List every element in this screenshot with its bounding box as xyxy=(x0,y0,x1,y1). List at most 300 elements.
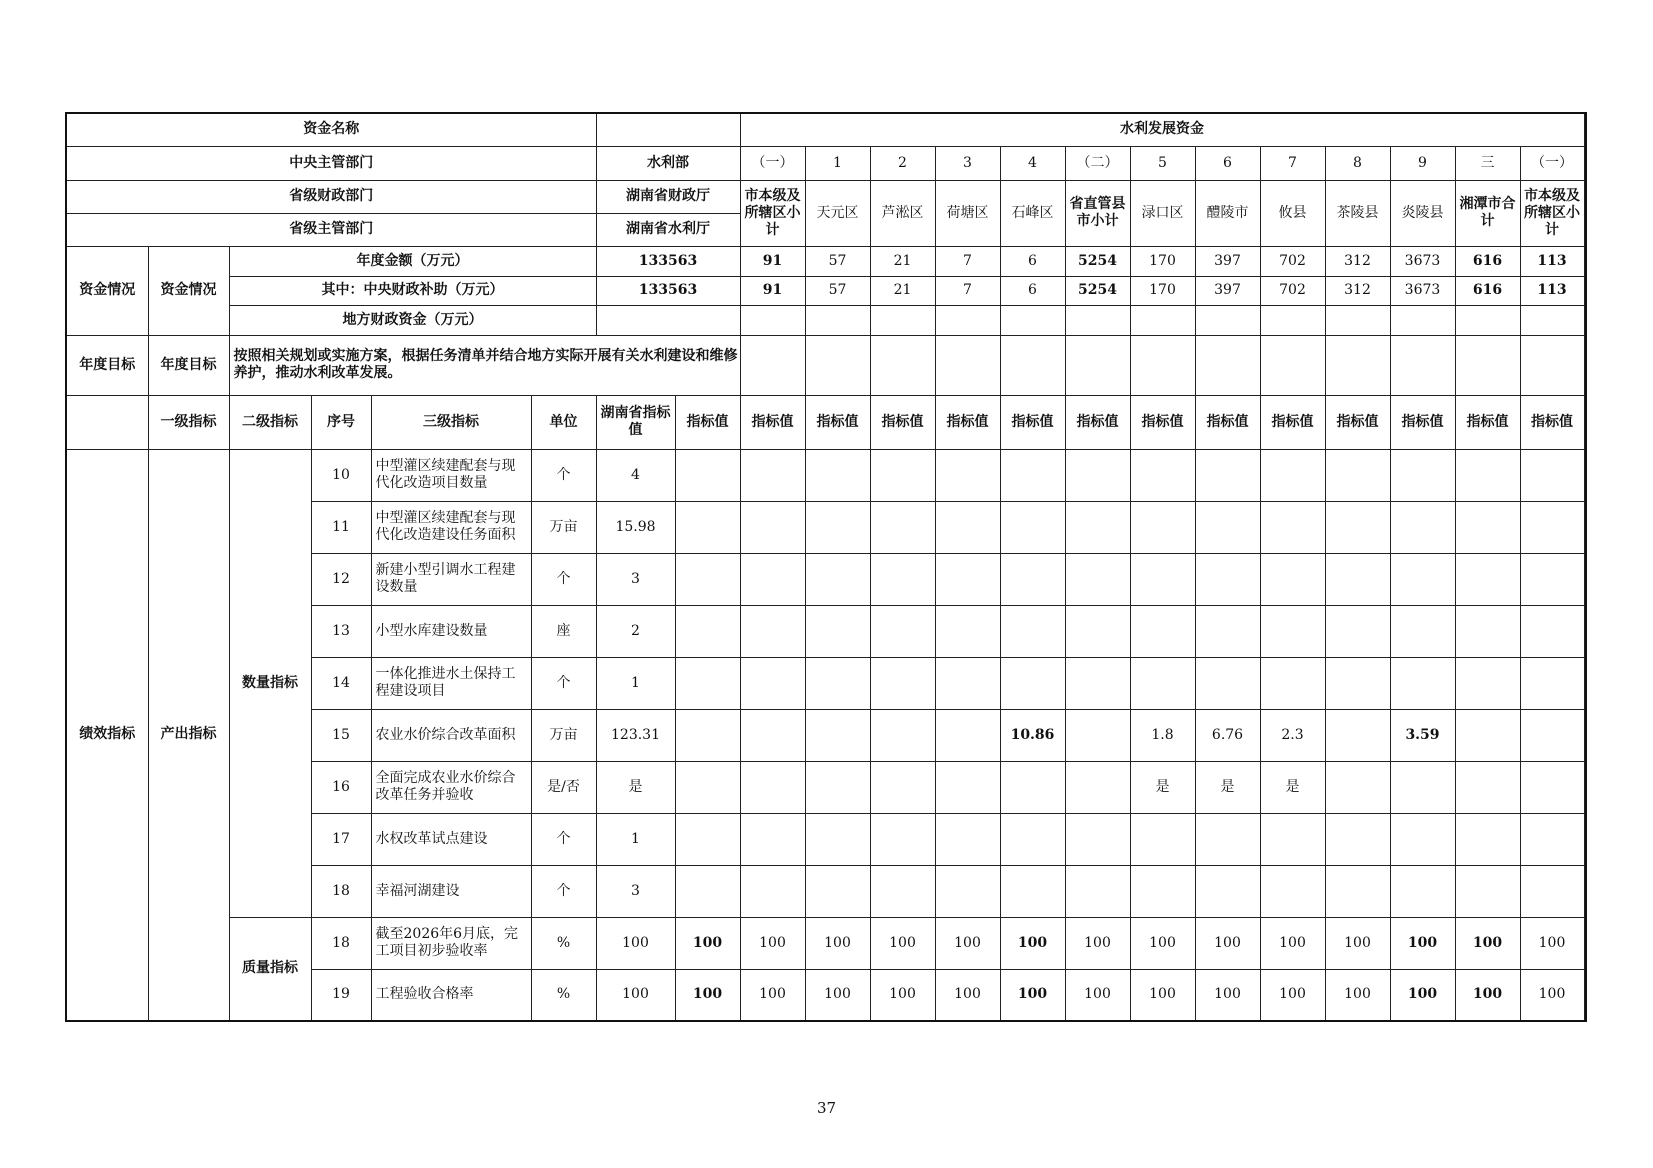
indicator-value: 1.8 xyxy=(1130,709,1195,761)
indicator-row xyxy=(66,917,1586,969)
indicator-value: 100 xyxy=(1260,969,1325,1021)
indicator-seq: 10 xyxy=(311,449,371,501)
indicator-value xyxy=(1065,813,1130,865)
indicator-value xyxy=(675,813,740,865)
indicator-province-value: 2 xyxy=(596,605,675,657)
indicator-value: 是 xyxy=(1195,761,1260,813)
indicator-value xyxy=(1195,501,1260,553)
indicator-province-value: 1 xyxy=(596,813,675,865)
indicator-name: 水权改革试点建设 xyxy=(371,813,531,865)
indicator-value xyxy=(1130,657,1195,709)
indicator-value xyxy=(1065,501,1130,553)
indicator-value xyxy=(805,501,870,553)
indicator-value: 是 xyxy=(1130,761,1195,813)
indicator-value xyxy=(1130,605,1195,657)
col-num-10: 9 xyxy=(1390,146,1455,180)
level3-header: 三级指标 xyxy=(371,395,531,449)
indicator-value: 100 xyxy=(740,917,805,969)
indicator-value xyxy=(935,657,1000,709)
indicator-province-value: 100 xyxy=(596,969,675,1021)
central-value: 397 xyxy=(1195,276,1260,305)
indicator-value: 100 xyxy=(1130,917,1195,969)
indicator-value xyxy=(1000,657,1065,709)
indicator-value xyxy=(1130,553,1195,605)
prov-finance-label: 省级财政部门 xyxy=(66,180,596,213)
indicator-value xyxy=(1455,553,1520,605)
indicator-value xyxy=(1520,553,1584,605)
indicator-name: 新建小型引调水工程建设数量 xyxy=(371,553,531,605)
indicator-value xyxy=(1195,813,1260,865)
indicator-seq: 15 xyxy=(311,709,371,761)
indicator-value xyxy=(1065,761,1130,813)
indicator-value xyxy=(1325,501,1390,553)
indicator-value xyxy=(1455,865,1520,917)
indicator-unit: 个 xyxy=(531,449,596,501)
indicator-value xyxy=(935,865,1000,917)
annual-value: 6 xyxy=(1000,246,1065,276)
indicator-value: 100 xyxy=(1455,917,1520,969)
indicator-value xyxy=(1195,657,1260,709)
central-value: 3673 xyxy=(1390,276,1455,305)
indicator-value xyxy=(870,553,935,605)
col-num-5: （二） xyxy=(1065,146,1130,180)
indicator-value xyxy=(805,553,870,605)
indicator-value xyxy=(1000,553,1065,605)
annual-value: 616 xyxy=(1455,246,1520,276)
indicator-value: 100 xyxy=(1000,969,1065,1021)
indicator-value: 2.3 xyxy=(1260,709,1325,761)
indicator-value xyxy=(870,605,935,657)
indicator-value xyxy=(1325,553,1390,605)
funding-section-label: 资金情况 xyxy=(66,246,148,335)
indicator-value: 100 xyxy=(870,969,935,1021)
indicator-value: 100 xyxy=(675,969,740,1021)
indicator-value xyxy=(1325,605,1390,657)
col-num-13 xyxy=(1584,146,1586,180)
central-value: 91 xyxy=(740,276,805,305)
col-name-2: 芦淞区 xyxy=(870,180,935,246)
indicator-value: 10.86 xyxy=(1000,709,1065,761)
local-fund-row xyxy=(66,305,1586,335)
fund-name-label: 资金名称 xyxy=(66,113,596,146)
indicator-name: 幸福河湖建设 xyxy=(371,865,531,917)
indicator-unit: % xyxy=(531,917,596,969)
indicator-value: 6.76 xyxy=(1195,709,1260,761)
indicator-value xyxy=(1195,865,1260,917)
indicator-value xyxy=(1130,501,1195,553)
col-num-0: （一） xyxy=(740,146,805,180)
indicator-value xyxy=(1065,865,1130,917)
indicator-value xyxy=(1260,449,1325,501)
value-header: 指标值 xyxy=(1260,395,1325,449)
indicator-value xyxy=(1390,449,1455,501)
annual-value: 5254 xyxy=(1065,246,1130,276)
col-name-0: 市本级及所辖区小计 xyxy=(740,180,805,246)
central-value: 21 xyxy=(870,276,935,305)
level1-header: 一级指标 xyxy=(148,395,229,449)
central-dept-row xyxy=(66,146,1586,180)
indicator-value xyxy=(935,709,1000,761)
indicator-value xyxy=(870,501,935,553)
indicator-value xyxy=(1455,813,1520,865)
performance-label: 绩效指标 xyxy=(66,449,148,1021)
indicator-unit: % xyxy=(531,969,596,1021)
annual-amount-label: 年度金额（万元） xyxy=(229,246,596,276)
indicator-value xyxy=(805,865,870,917)
indicator-value xyxy=(1260,865,1325,917)
level2-header: 二级指标 xyxy=(229,395,311,449)
indicator-value xyxy=(1065,709,1130,761)
indicator-value xyxy=(1065,449,1130,501)
indicator-seq: 13 xyxy=(311,605,371,657)
indicator-value xyxy=(1390,501,1455,553)
col-name-13 xyxy=(1584,180,1586,246)
indicator-value xyxy=(1130,813,1195,865)
indicator-unit: 个 xyxy=(531,553,596,605)
indicator-unit: 是/否 xyxy=(531,761,596,813)
indicator-value: 100 xyxy=(740,969,805,1021)
value-header: 指标值 xyxy=(1325,395,1390,449)
indicator-value xyxy=(1520,449,1584,501)
indicator-value xyxy=(1520,657,1584,709)
indicator-name: 一体化推进水土保持工程建设项目 xyxy=(371,657,531,709)
central-subsidy-row xyxy=(66,276,1586,305)
central-dept-label: 中央主管部门 xyxy=(66,146,596,180)
col-name-10: 炎陵县 xyxy=(1390,180,1455,246)
central-value: 57 xyxy=(805,276,870,305)
prov-finance-row xyxy=(66,180,1586,213)
indicator-seq: 16 xyxy=(311,761,371,813)
indicator-value xyxy=(1325,449,1390,501)
indicator-value xyxy=(1455,605,1520,657)
central-value: 7 xyxy=(935,276,1000,305)
indicator-value: 100 xyxy=(1065,917,1130,969)
value-header: 指标值 xyxy=(1390,395,1455,449)
indicator-value xyxy=(1520,605,1584,657)
goal-text: 按照相关规划或实施方案，根据任务清单并结合地方实际开展有关水利建设和维修养护，推动水利改革发展。 xyxy=(229,335,740,395)
indicator-unit: 万亩 xyxy=(531,709,596,761)
annual-value xyxy=(1584,246,1586,276)
level2-label: 数量指标 xyxy=(229,449,311,917)
col-num-2: 2 xyxy=(870,146,935,180)
annual-value: 170 xyxy=(1130,246,1195,276)
indicator-value: 100 xyxy=(1390,917,1455,969)
goal-sub-label: 年度目标 xyxy=(148,335,229,395)
indicator-value: 100 xyxy=(1390,969,1455,1021)
central-value: 702 xyxy=(1260,276,1325,305)
indicator-value xyxy=(1520,761,1584,813)
indicator-value xyxy=(675,657,740,709)
indicator-value xyxy=(935,501,1000,553)
col-num-8: 7 xyxy=(1260,146,1325,180)
indicator-value xyxy=(740,657,805,709)
value-header: 指标值 xyxy=(1195,395,1260,449)
indicator-value xyxy=(805,813,870,865)
annual-value: 21 xyxy=(870,246,935,276)
central-value: 5254 xyxy=(1065,276,1130,305)
col-name-3: 荷塘区 xyxy=(935,180,1000,246)
col-name-6: 渌口区 xyxy=(1130,180,1195,246)
indicator-value: 100 xyxy=(1325,969,1390,1021)
indicator-value xyxy=(1130,449,1195,501)
indicator-value xyxy=(1260,813,1325,865)
indicator-value xyxy=(1000,449,1065,501)
indicator-value xyxy=(1325,709,1390,761)
indicator-value xyxy=(740,813,805,865)
indicator-seq: 18 xyxy=(311,917,371,969)
indicator-value xyxy=(935,605,1000,657)
indicator-unit: 个 xyxy=(531,657,596,709)
indicator-value xyxy=(935,813,1000,865)
indicator-value xyxy=(870,761,935,813)
local-fund-total xyxy=(596,305,740,335)
annual-value: 702 xyxy=(1260,246,1325,276)
indicator-value xyxy=(675,449,740,501)
indicator-value xyxy=(1390,553,1455,605)
local-fund-label: 地方财政资金（万元） xyxy=(229,305,596,335)
indicator-value xyxy=(675,605,740,657)
level2-label: 质量指标 xyxy=(229,917,311,1021)
indicator-value xyxy=(1325,865,1390,917)
indicator-value: 是 xyxy=(1260,761,1325,813)
indicator-value xyxy=(740,865,805,917)
indicator-seq: 12 xyxy=(311,553,371,605)
indicator-value xyxy=(1195,449,1260,501)
indicator-value xyxy=(1325,761,1390,813)
central-subsidy-total: 133563 xyxy=(596,276,740,305)
indicator-value xyxy=(1455,761,1520,813)
indicator-value xyxy=(740,449,805,501)
indicator-header-blank xyxy=(66,395,148,449)
indicator-seq: 19 xyxy=(311,969,371,1021)
indicator-value xyxy=(1520,813,1584,865)
funding-sub-label: 资金情况 xyxy=(148,246,229,335)
indicator-name: 全面完成农业水价综合改革任务并验收 xyxy=(371,761,531,813)
indicator-value xyxy=(1455,501,1520,553)
col-num-7: 6 xyxy=(1195,146,1260,180)
central-value: 6 xyxy=(1000,276,1065,305)
indicator-value xyxy=(870,865,935,917)
indicator-value: 100 xyxy=(1000,917,1065,969)
indicator-value xyxy=(1065,553,1130,605)
indicator-row xyxy=(66,449,1586,501)
col-name-11: 湘潭市合计 xyxy=(1455,180,1520,246)
indicator-value xyxy=(1520,865,1584,917)
indicator-value xyxy=(1000,813,1065,865)
performance-target-table xyxy=(65,112,1587,1022)
indicator-value xyxy=(1260,553,1325,605)
annual-value: 57 xyxy=(805,246,870,276)
indicator-value xyxy=(740,761,805,813)
indicator-value: 100 xyxy=(1455,969,1520,1021)
col-num-4: 4 xyxy=(1000,146,1065,180)
prov-dept-value: 湖南省水利厅 xyxy=(596,213,740,246)
indicator-value xyxy=(1130,865,1195,917)
indicator-value xyxy=(740,709,805,761)
col-name-7: 醴陵市 xyxy=(1195,180,1260,246)
indicator-seq: 11 xyxy=(311,501,371,553)
indicator-value: 100 xyxy=(1520,917,1584,969)
col-num-9: 8 xyxy=(1325,146,1390,180)
indicator-value xyxy=(675,553,740,605)
indicator-value xyxy=(675,709,740,761)
col-name-4: 石峰区 xyxy=(1000,180,1065,246)
indicator-province-value: 123.31 xyxy=(596,709,675,761)
indicator-value xyxy=(1260,501,1325,553)
indicator-value xyxy=(1390,761,1455,813)
value-header: 指标值 xyxy=(1000,395,1065,449)
value-header: 指标值 xyxy=(740,395,805,449)
indicator-seq: 14 xyxy=(311,657,371,709)
value-header: 指标值 xyxy=(805,395,870,449)
indicator-value xyxy=(1455,709,1520,761)
value-header: 指标值 xyxy=(870,395,935,449)
indicator-province-value: 4 xyxy=(596,449,675,501)
annual-value: 312 xyxy=(1325,246,1390,276)
annual-value: 91 xyxy=(740,246,805,276)
indicator-value: 3.59 xyxy=(1390,709,1455,761)
annual-goal-row xyxy=(66,335,1586,395)
col-num-3: 3 xyxy=(935,146,1000,180)
indicator-value: 100 xyxy=(935,969,1000,1021)
prov-dept-label: 省级主管部门 xyxy=(66,213,596,246)
indicator-value: 100 xyxy=(1195,969,1260,1021)
annual-value: 3673 xyxy=(1390,246,1455,276)
indicator-value xyxy=(935,553,1000,605)
indicator-value xyxy=(870,709,935,761)
indicator-value xyxy=(1390,605,1455,657)
province-header: 湖南省指标值 xyxy=(596,395,675,449)
indicator-value xyxy=(675,501,740,553)
fund-name-value: 水利发展资金 xyxy=(740,113,1584,146)
col-num-11: 三 xyxy=(1455,146,1520,180)
indicator-value xyxy=(740,605,805,657)
output-label: 产出指标 xyxy=(148,449,229,1021)
col-num-1: 1 xyxy=(805,146,870,180)
indicator-value: 100 xyxy=(935,917,1000,969)
col-name-9: 茶陵县 xyxy=(1325,180,1390,246)
indicator-province-value: 100 xyxy=(596,917,675,969)
indicator-value: 100 xyxy=(805,969,870,1021)
indicator-value: 100 xyxy=(675,917,740,969)
indicator-value xyxy=(675,761,740,813)
indicator-name: 小型水库建设数量 xyxy=(371,605,531,657)
indicator-value xyxy=(1390,865,1455,917)
indicator-name: 中型灌区续建配套与现代化改造建设任务面积 xyxy=(371,501,531,553)
indicator-value xyxy=(675,865,740,917)
indicator-value xyxy=(1195,553,1260,605)
value-header: 指标值 xyxy=(675,395,740,449)
indicator-value xyxy=(1000,865,1065,917)
value-header: 指标值 xyxy=(1065,395,1130,449)
central-value: 113 xyxy=(1520,276,1584,305)
fund-name-blank xyxy=(596,113,740,146)
indicator-province-value: 15.98 xyxy=(596,501,675,553)
indicator-value xyxy=(1390,813,1455,865)
indicator-value xyxy=(740,553,805,605)
indicator-value xyxy=(1455,657,1520,709)
indicator-value: 100 xyxy=(1130,969,1195,1021)
indicator-value xyxy=(740,501,805,553)
indicator-name: 中型灌区续建配套与现代化改造项目数量 xyxy=(371,449,531,501)
indicator-seq: 18 xyxy=(311,865,371,917)
col-num-6: 5 xyxy=(1130,146,1195,180)
central-subsidy-label: 其中：中央财政补助（万元） xyxy=(229,276,596,305)
annual-value: 7 xyxy=(935,246,1000,276)
indicator-province-value: 3 xyxy=(596,865,675,917)
indicator-unit: 个 xyxy=(531,813,596,865)
indicator-value: 100 xyxy=(870,917,935,969)
col-name-1: 天元区 xyxy=(805,180,870,246)
seq-header: 序号 xyxy=(311,395,371,449)
indicator-value xyxy=(870,813,935,865)
indicator-value: 100 xyxy=(1520,969,1584,1021)
value-header: 指标值 xyxy=(1455,395,1520,449)
annual-value: 113 xyxy=(1520,246,1584,276)
indicator-value xyxy=(1520,709,1584,761)
indicator-seq: 17 xyxy=(311,813,371,865)
indicator-value xyxy=(1325,813,1390,865)
indicator-value xyxy=(805,761,870,813)
central-value xyxy=(1584,276,1586,305)
indicator-value: 100 xyxy=(1195,917,1260,969)
indicator-value xyxy=(805,709,870,761)
indicator-value xyxy=(1390,657,1455,709)
page-number: 37 xyxy=(816,1099,837,1117)
unit-header: 单位 xyxy=(531,395,596,449)
indicator-value xyxy=(935,449,1000,501)
indicator-unit: 万亩 xyxy=(531,501,596,553)
indicator-unit: 座 xyxy=(531,605,596,657)
annual-amount-total: 133563 xyxy=(596,246,740,276)
indicator-name: 农业水价综合改革面积 xyxy=(371,709,531,761)
indicator-value xyxy=(1000,605,1065,657)
prov-finance-value: 湖南省财政厅 xyxy=(596,180,740,213)
indicator-value xyxy=(805,657,870,709)
central-value: 616 xyxy=(1455,276,1520,305)
indicator-value: 100 xyxy=(805,917,870,969)
indicator-value xyxy=(805,605,870,657)
indicator-value xyxy=(1065,605,1130,657)
indicator-value xyxy=(1065,657,1130,709)
indicator-value xyxy=(1260,605,1325,657)
central-dept-value: 水利部 xyxy=(596,146,740,180)
indicator-value xyxy=(1195,605,1260,657)
indicator-value: 100 xyxy=(1325,917,1390,969)
indicator-value xyxy=(1260,657,1325,709)
indicator-value xyxy=(1325,657,1390,709)
indicator-header-row xyxy=(66,395,1586,449)
indicator-value xyxy=(1455,449,1520,501)
indicator-value: 100 xyxy=(1065,969,1130,1021)
indicator-value xyxy=(1000,501,1065,553)
indicator-value xyxy=(935,761,1000,813)
indicator-name: 截至2026年6月底，完工项目初步验收率 xyxy=(371,917,531,969)
col-name-8: 攸县 xyxy=(1260,180,1325,246)
central-value: 170 xyxy=(1130,276,1195,305)
indicator-value: 100 xyxy=(1260,917,1325,969)
goal-label: 年度目标 xyxy=(66,335,148,395)
indicator-value xyxy=(870,449,935,501)
fund-name-row xyxy=(66,113,1586,146)
col-num-12: （一） xyxy=(1520,146,1584,180)
annual-value: 397 xyxy=(1195,246,1260,276)
indicator-unit: 个 xyxy=(531,865,596,917)
value-header: 指标值 xyxy=(1520,395,1584,449)
indicator-value xyxy=(870,657,935,709)
indicator-value xyxy=(805,449,870,501)
indicator-value xyxy=(1520,501,1584,553)
